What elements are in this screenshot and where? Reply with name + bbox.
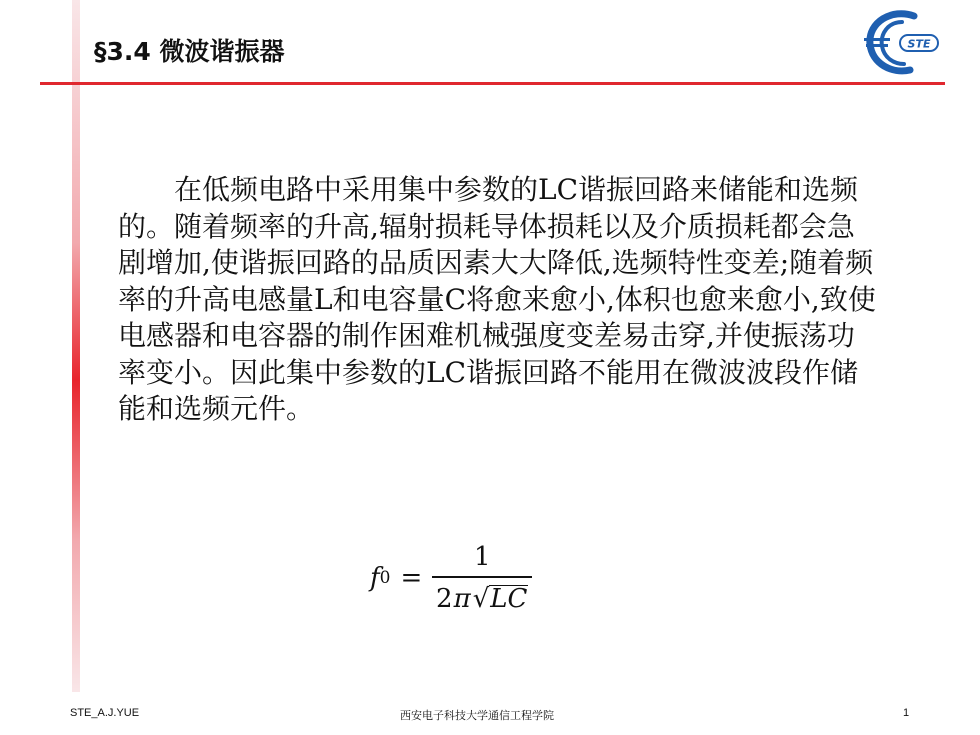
ste-logo-icon (862, 8, 940, 78)
resonance-formula (370, 538, 532, 618)
denominator-pi: π (453, 583, 471, 614)
formula-lhs-subscript: 0 (379, 568, 391, 588)
formula-denominator (436, 578, 528, 614)
denominator-coefficient: 2 (436, 583, 453, 614)
formula-fraction (432, 542, 532, 614)
left-accent-bar (72, 0, 80, 692)
title-divider (40, 82, 945, 85)
footer-institution: 西安电子科技大学通信工程学院 (400, 709, 554, 722)
footer-author: STE_A.J.YUE (70, 707, 140, 719)
formula-equals: = (400, 563, 423, 593)
slide-title: §3.4 微波谐振器 (94, 37, 285, 66)
page-number: 1 (903, 707, 910, 719)
formula-lhs: f (370, 563, 380, 593)
sqrt-icon: √ (472, 583, 490, 614)
formula-numerator: 1 (473, 542, 491, 573)
body-paragraph: 在低频电路中采用集中参数的LC谐振回路来储能和选频的。随着频率的升高,辐射损耗导体损耗以及介质损耗都会急剧增加,使谐振回路的品质因素大大降低,选频特性变差;随着频率的升高电感量L和电容量C将愈来愈小,体积也愈来愈小,致使电感器和电容器的制作困难机械强度变差易击穿,并使振荡功率变小。因此集中参数的LC谐振回路不能用在微波波段作储能和选频元件。 (118, 173, 876, 425)
logo-text: STE (907, 37, 931, 51)
denominator-radicand: LC (490, 584, 528, 615)
